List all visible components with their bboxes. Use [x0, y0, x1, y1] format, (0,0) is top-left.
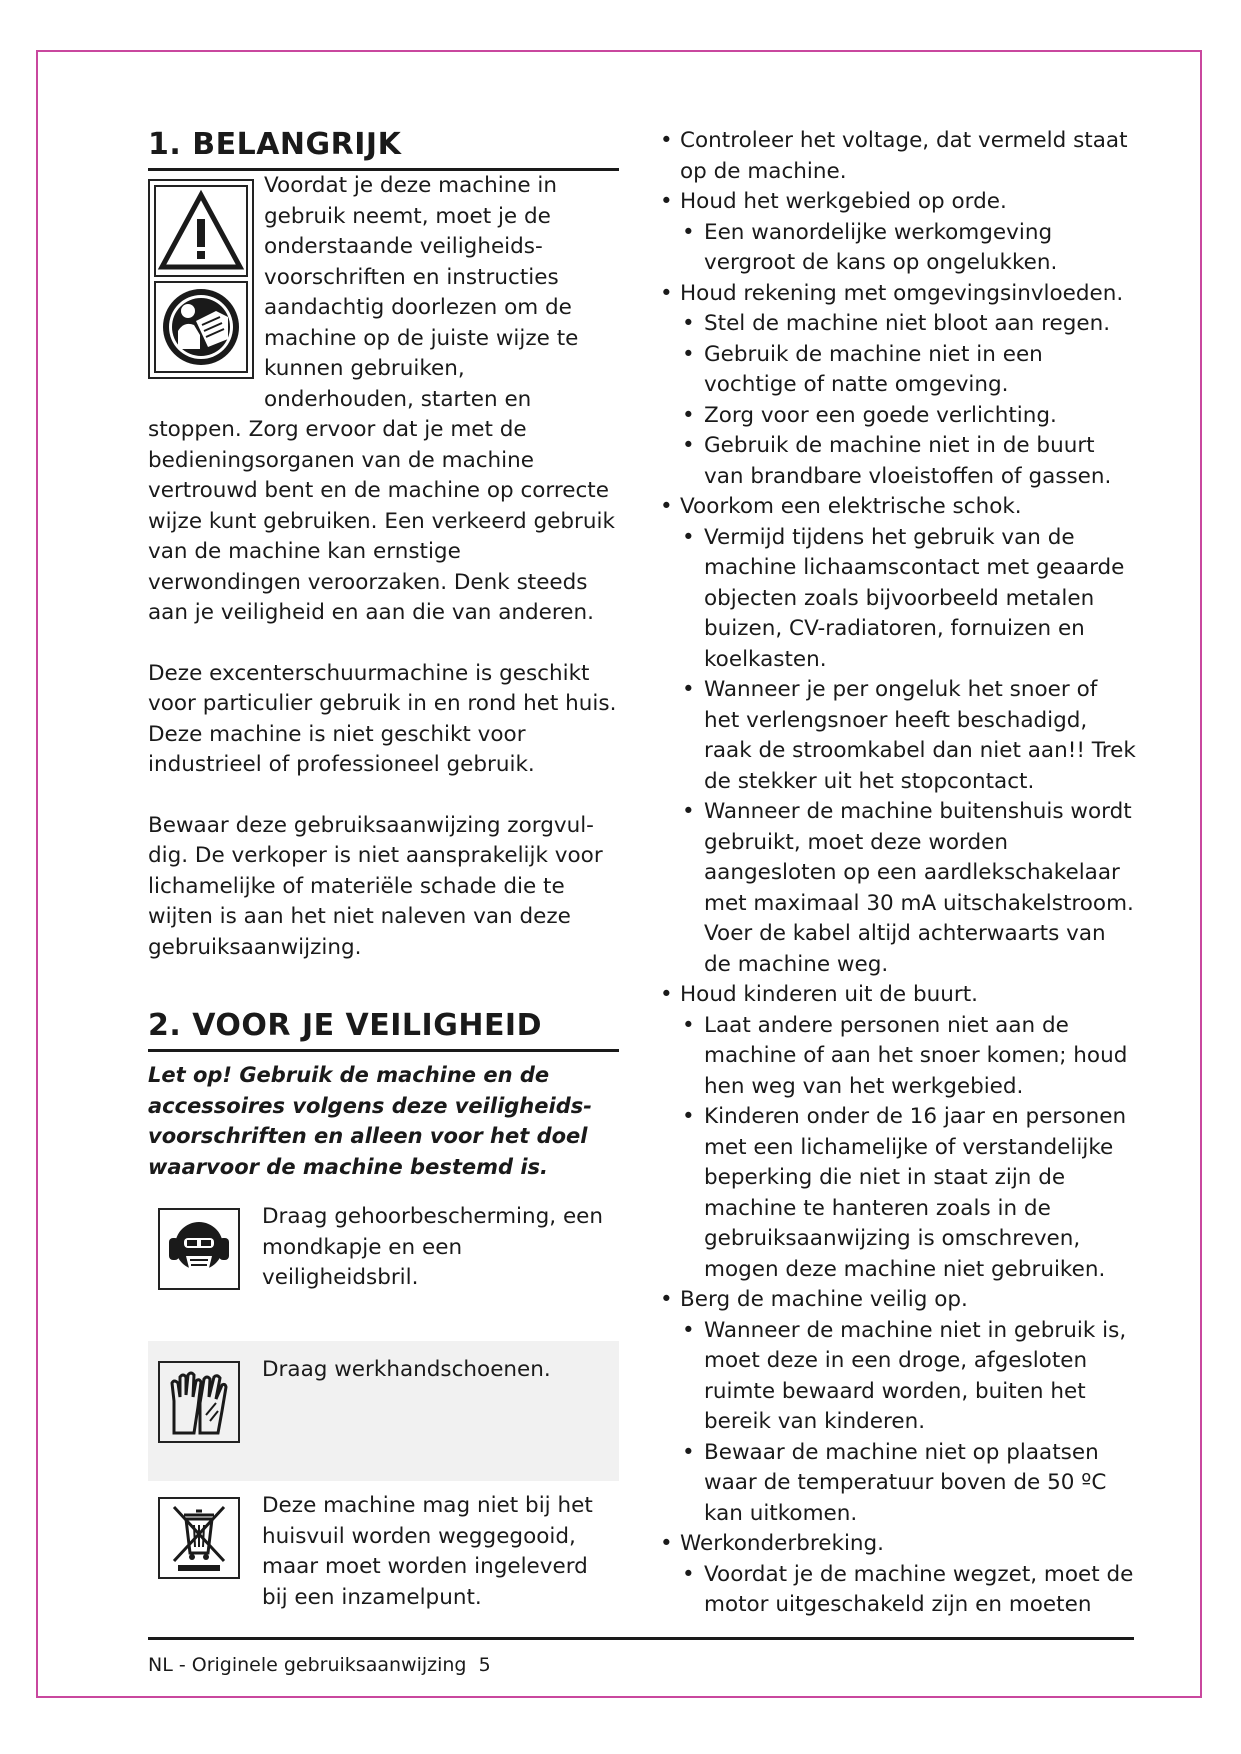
section-1-storage-note: Bewaar deze gebruiksaanwijzing zorgvul-dig. De verkoper is niet aansprakelijk voor lichamelijke of materiële schade die te wijten is aan het niet naleven van deze gebruiksaanwijzing.	[148, 812, 603, 960]
section-1-heading: 1. BELANGRIJK	[148, 126, 619, 171]
section-2-heading: 2. VOOR JE VEILIGHEID	[148, 1007, 619, 1052]
gloves-icon	[158, 1361, 240, 1443]
safety-list-item: • Bewaar de machine niet op plaatsen waar de temperatuur boven de 50 ºC kan uitkomen.	[656, 1438, 1136, 1530]
safety-list-item: • Voorkom een elektrische schok.	[656, 492, 1136, 523]
safety-list-item: • Wanneer de machine niet in gebruik is, moet deze in een droge, afgesloten ruimte bewaard worden, buiten het bereik van kinderen.	[656, 1316, 1136, 1438]
safety-list-item: • Werkonderbreking.	[656, 1529, 1136, 1560]
safety-list-item: • Houd rekening met omgevingsinvloeden.	[656, 279, 1136, 310]
crossed-bin-icon	[158, 1497, 240, 1579]
right-column	[656, 126, 1136, 1621]
footer-text: NL - Originele gebruiksaanwijzing	[148, 1654, 467, 1676]
safety-list-item: • Berg de machine veilig op.	[656, 1285, 1136, 1316]
safety-list-item: • Een wanordelijke werkomgeving vergroot de kans op ongelukken.	[656, 218, 1136, 279]
pictogram-text: Draag werkhandschoenen.	[262, 1357, 551, 1382]
safety-list-item: • Wanneer de machine buitenshuis wordt gebruikt, moet deze worden aangesloten op een aardlekschakelaar met maximaal 30 mA uitschakelstroom. Voer de kabel altijd achterwaarts van de machine weg.	[656, 797, 1136, 980]
safety-list-item: • Gebruik de machine niet in een vochtige of natte omgeving.	[656, 340, 1136, 401]
pictogram-text: Deze machine mag niet bij het huisvuil worden weggegooid, maar moet worden ingeleverd bij een inzamelpunt.	[262, 1493, 593, 1610]
safety-list-item: • Stel de machine niet bloot aan regen.	[656, 309, 1136, 340]
protective-gear-icon	[158, 1208, 240, 1290]
safety-list-item: • Controleer het voltage, dat vermeld staat op de machine.	[656, 126, 1136, 187]
pictogram-row	[148, 1491, 619, 1621]
safety-list	[656, 126, 1136, 1621]
section-1-intro: Voordat je deze machine in gebruik neemt, moet je de onderstaande veiligheids-voorschriften en instructies aandachtig doorlezen om de machine op de juiste wijze te kunnen gebruiken, onderhouden, starten en stoppen. Zorg ervoor dat je met de bedieningsorganen van de machine vertrouwd bent en de machine op correcte wijze kunt gebruiken. Een verkeerd gebruik van de machine kan ernstige verwondingen veroorzaken. Denk steeds aan je veiligheid en aan die van anderen.	[148, 173, 615, 625]
pictogram-row	[148, 1202, 619, 1327]
pictogram-row	[148, 1341, 619, 1481]
footer-rule	[148, 1637, 1134, 1640]
page-footer	[148, 1654, 491, 1676]
safety-list-item: • Houd het werkgebied op orde.	[656, 187, 1136, 218]
intro-pictograms	[148, 179, 254, 379]
safety-list-item: • Laat andere personen niet aan de machine of aan het snoer komen; houd hen weg van het werkgebied.	[656, 1011, 1136, 1103]
safety-list-item: • Houd kinderen uit de buurt.	[656, 980, 1136, 1011]
read-manual-icon	[154, 281, 248, 373]
warning-triangle-icon	[154, 185, 248, 277]
safety-warning: Let op! Gebruik de machine en de accessoires volgens deze veiligheids-voorschriften en alleen voor het doel waarvoor de machine bestemd is.	[148, 1063, 592, 1179]
left-column	[148, 126, 619, 1621]
safety-list-item: • Zorg voor een goede verlichting.	[656, 401, 1136, 432]
safety-list-item: • Kinderen onder de 16 jaar en personen met een lichamelijke of verstandelijke beperking die niet in staat zijn de machine te hanteren zoals in de gebruiksaanwijzing is omschreven, mogen deze machine niet gebruiken.	[656, 1102, 1136, 1285]
safety-list-item: • Gebruik de machine niet in de buurt van brandbare vloeistoffen of gassen.	[656, 431, 1136, 492]
section-1-usage: Deze excenterschuurmachine is geschikt voor particulier gebruik in en rond het huis. Deze machine is niet geschikt voor industrieel of professioneel gebruik.	[148, 660, 617, 777]
safety-list-item: • Wanneer je per ongeluk het snoer of het verlengsnoer heeft beschadigd, raak de stroomkabel dan niet aan!! Trek de stekker uit het stopcontact.	[656, 675, 1136, 797]
pictogram-text: Draag gehoorbescherming, een mondkapje en een veiligheidsbril.	[262, 1204, 604, 1290]
safety-list-item: • Voordat je de machine wegzet, moet de motor uitgeschakeld zijn en moeten	[656, 1560, 1136, 1621]
page-number: 5	[478, 1654, 491, 1676]
safety-list-item: • Vermijd tijdens het gebruik van de machine lichaamscontact met geaarde objecten zoals bijvoorbeeld metalen buizen, CV-radiatoren, fornuizen en koelkasten.	[656, 523, 1136, 676]
